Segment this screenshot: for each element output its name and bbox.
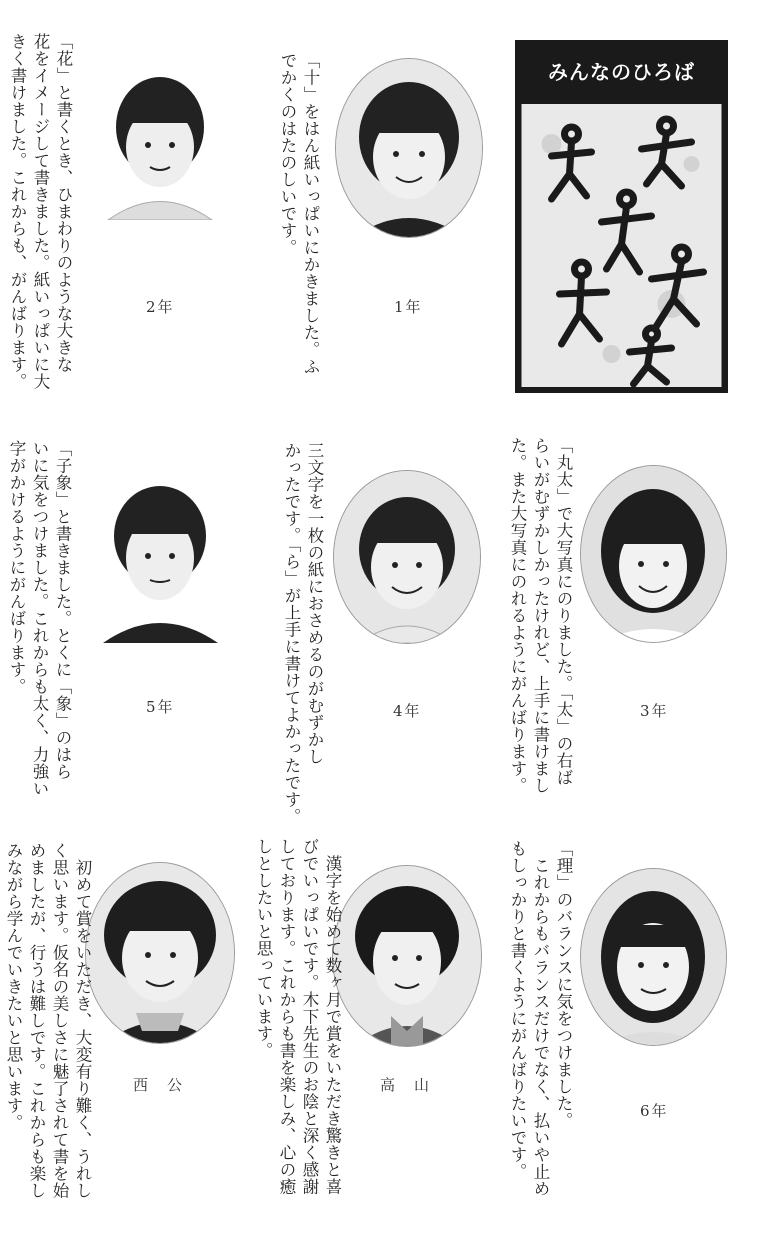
grade-label-2nen: 2年 [146, 298, 175, 316]
name-label-takayama: 高 山 [380, 1076, 432, 1094]
banner-title: みんなのひろば [548, 59, 695, 84]
grade-label-1nen: 1年 [394, 298, 423, 316]
entry-text-6nen: 「理」のバランスに気をつけました。 これからもバランスだけでなく、払いや止め もしっかりと書くようにがんばりたいです。 [508, 840, 573, 1197]
grade-label-6nen: 6年 [640, 1102, 669, 1120]
portrait-4nen [333, 470, 481, 644]
entry-text-2nen: 「花」と書くとき、ひまわりのような大きな 花をイメージして書きました。紙いっぱいに大 きく書けました。これからも、がんばります。 [8, 33, 73, 390]
entry-text-4nen: 三文字を一枚の紙におさめるのがむずかし かったです。「ら」が上手に書けてよかったです。 [282, 442, 324, 825]
portrait-1nen [335, 58, 483, 238]
portrait-nishi [85, 862, 235, 1044]
entry-text-3nen: 「丸太」で大写真にのりました。「太」の右ば らいがむずかしかったけれど、上手に書けまし た。また大写真にのれるようにがんばります。 [508, 437, 573, 794]
entry-text-5nen: 「子象」と書きました。とくに「象」のはら いに気をつけました。これからも太く、力強い 字がかけるようにがんばります。 [7, 440, 72, 797]
portrait-2nen [100, 55, 220, 220]
stick-figure-artwork [521, 104, 722, 387]
grade-label-4nen: 4年 [393, 702, 422, 720]
portrait-6nen [580, 868, 727, 1046]
portrait-3nen [580, 465, 727, 643]
entry-text-1nen: 「十」をはん紙いっぱいにかきました。ふ でかくのはたのしいです。 [278, 52, 320, 375]
entry-text-takayama: 漢字を始めて数ヶ月で賞をいただき驚きと喜 びでいっぱいです。木下先生のお陰と深く感謝 しております。これからも書を楽しみ、心の癒 しとしたいと思っています。 [254, 838, 342, 1195]
banner-image [515, 40, 728, 393]
grade-label-3nen: 3年 [640, 702, 669, 720]
portrait-5nen [98, 468, 223, 643]
name-label-nishi: 西 公 [133, 1076, 185, 1094]
grade-label-5nen: 5年 [146, 698, 175, 716]
portrait-takayama [332, 865, 482, 1047]
entry-text-nishi: 初めて賞をいただき、大変有り難く、うれし く思います。仮名の美しさに魅了されて書を始 めましたが、行うは難しです。これからも楽し みながら学んでいきたいと思います。 [4, 842, 92, 1199]
